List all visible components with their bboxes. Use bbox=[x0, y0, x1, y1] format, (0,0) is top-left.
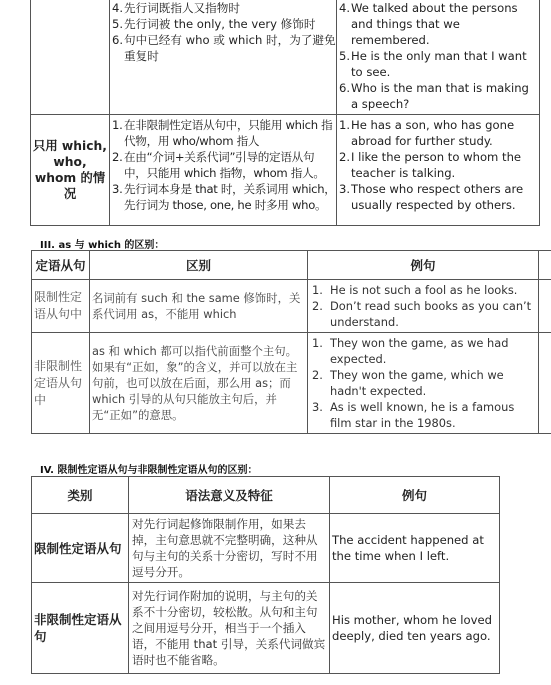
column-header: 定语从句 bbox=[32, 251, 90, 280]
section-heading: IV. 限制性定语从句与非限制性定语从句的区别： bbox=[40, 465, 258, 476]
list-item: 2. I like the person to whom the teacher is talking. bbox=[339, 150, 522, 180]
table-header-row bbox=[32, 251, 551, 280]
table-row bbox=[32, 280, 551, 333]
clause-type-cell: 非限制性定语从句中 bbox=[32, 333, 90, 434]
rule-cell bbox=[110, 115, 337, 226]
column-header: 语法意义及特征 bbox=[129, 477, 330, 514]
example-cell: The accident happened at the time when I left. bbox=[330, 514, 500, 583]
list-item: 2. Don’t read such books as you can’t understand. bbox=[312, 299, 532, 329]
difference-cell: 名词前有 such 和 the same 修饰时，关系代词用 as，不能用 which bbox=[90, 280, 308, 333]
empty-cell bbox=[539, 280, 551, 333]
empty-cell bbox=[539, 333, 551, 434]
empty-column bbox=[539, 251, 551, 280]
list-item: 6. Who is the man that is making a speech? bbox=[339, 81, 529, 111]
list-item: 3. 先行词本身是 that 时，关系词用 which，先行词为 those, one, he 时多用 who。 bbox=[112, 182, 336, 212]
list-item: 3. Those who respect others are usually respected by others. bbox=[339, 182, 524, 212]
section-heading: III. as 与 which 的区别： bbox=[40, 240, 165, 251]
list-item: 1. He has a son, who has gone abroad for further study. bbox=[339, 118, 515, 148]
feature-cell: 对先行词起修饰限制作用，如果去掉，主句意思就不完整明确，这种从句与主句的关系十分密切，写时不用逗号分开。 bbox=[129, 514, 330, 583]
example-cell: His mother, whom he loved deeply, died ten years ago. bbox=[330, 583, 500, 674]
table-row bbox=[32, 583, 500, 674]
column-header: 例句 bbox=[330, 477, 500, 514]
list-item: 4. We talked about the persons and things that we remembered. bbox=[339, 1, 518, 47]
rule-cell bbox=[110, 0, 337, 115]
list-item: 2. 在由“介词+关系代词”引导的定语从句中，只能用 which 指物，whom 指人。 bbox=[112, 150, 325, 180]
column-header: 类别 bbox=[32, 477, 129, 514]
example-cell bbox=[308, 280, 539, 333]
column-header: 区别 bbox=[90, 251, 308, 280]
table-row bbox=[31, 115, 540, 226]
clause-type-cell: 限制性定语从句中 bbox=[32, 280, 90, 333]
rule-list bbox=[112, 0, 336, 64]
feature-cell: 对先行词作附加的说明，与主句的关系不十分密切，较松散。从句和主句之间用逗号分开，相当于一个插入语，不能用 that 引导，关系代词做宾语时也不能省略。 bbox=[129, 583, 330, 674]
list-item: 4. 先行词既指人又指物时 bbox=[112, 1, 240, 15]
example-list bbox=[310, 335, 536, 431]
list-item: 2. They won the game, which we hadn't expected. bbox=[312, 368, 504, 398]
table-row bbox=[32, 514, 500, 583]
category-cell: 只用 which, who, whom 的情况 bbox=[31, 115, 110, 226]
difference-cell: as 和 which 都可以指代前面整个主句。如果有“正如，象”的含义，并可以放在主句前，也可以放在后面，那么用 as；而 which 引导的从句只能放主句后，并无“正如”的意思。 bbox=[90, 333, 308, 434]
category-cell: 非限制性定语从句 bbox=[32, 583, 129, 674]
table-header-row bbox=[32, 477, 500, 514]
example-list bbox=[310, 282, 536, 330]
list-item: 5. 先行词被 the only, the very 修饰时 bbox=[112, 17, 316, 31]
list-item: 6. 句中已经有 who 或 which 时，为了避免重复时 bbox=[112, 33, 336, 63]
list-item: 1. 在非限制性定语从句中，只能用 which 指代物，用 who/whom 指人 bbox=[112, 118, 333, 148]
list-item: 1. He is not such a fool as he looks. bbox=[312, 283, 518, 297]
rule-list bbox=[112, 117, 336, 213]
restrictive-vs-nonrestrictive-table bbox=[31, 476, 500, 674]
example-list bbox=[339, 117, 537, 213]
example-cell bbox=[337, 115, 540, 226]
list-item: 5. He is the only man that I want to see. bbox=[339, 49, 527, 79]
list-item: 3. As is well known, he is a famous film star in the 1980s. bbox=[312, 400, 515, 430]
category-cell bbox=[31, 0, 110, 115]
example-cell bbox=[308, 333, 539, 434]
table-row bbox=[31, 0, 540, 115]
as-which-comparison-table bbox=[31, 250, 551, 434]
category-cell: 限制性定语从句 bbox=[32, 514, 129, 583]
example-cell bbox=[337, 0, 540, 115]
list-item: 1. They won the game, as we had expected. bbox=[312, 336, 509, 366]
example-list bbox=[339, 0, 537, 112]
relative-pronoun-usage-table bbox=[30, 0, 540, 226]
table-row bbox=[32, 333, 551, 434]
column-header: 例句 bbox=[308, 251, 539, 280]
